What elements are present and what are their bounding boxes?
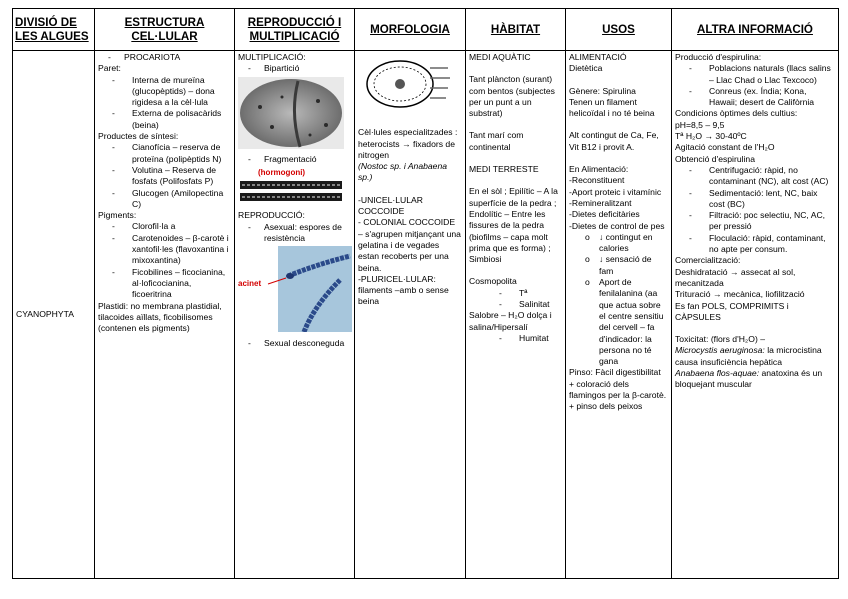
anabaena-name: Anabaena flos-aquae:	[675, 368, 760, 379]
header-morfologia: MORFOLOGIA	[355, 9, 466, 51]
pinso-text: Pinso: Fàcil digestibilitat + coloració dels flamingos per la β-carotè. + pinso dels peixos	[569, 367, 667, 412]
biparticio-micrograph	[238, 77, 344, 149]
circ-item: o ↓ sensació de fam	[569, 254, 668, 277]
prod-item: - Conreus (ex. Índia; Kona, Hawaii; desert de Califòrnia	[675, 86, 835, 109]
prod-item: - Poblacions naturals (llacs salins – Llac Chad o Llac Texcoco)	[675, 63, 835, 86]
paret-label: Paret:	[98, 63, 121, 74]
pigments-item: - Carotenoides – β-carotè i xantofil·les (flavoxantina i mixoxantina)	[98, 233, 231, 267]
hormogoni-label: (hormogoni)	[258, 168, 306, 178]
fragmentacio-item: - Fragmentació	[238, 154, 351, 165]
temp-item: - Tª	[469, 288, 562, 299]
pigments-label: Pigments:	[98, 210, 137, 221]
ali-line: -Remineralitzant	[569, 197, 632, 208]
cyanophyta-row	[13, 51, 839, 579]
contingut-text: Alt contingut de Ca, Fe, Vit B12 i provit A.	[569, 130, 659, 152]
agitacio-text: Agitació constant de l'H₂O	[675, 142, 775, 153]
productes-label: Productes de síntesi:	[98, 131, 179, 142]
hormogoni-diagram	[238, 167, 344, 205]
header-altra: ALTRA INFORMACIÓ	[672, 9, 839, 51]
obt-item: - Centrifugació: ràpid, no contaminant (NC), alt cost (AC)	[675, 165, 835, 188]
acinet-label: acinet	[238, 279, 262, 289]
exemple-text: (Nostoc sp. i Anabaena sp.)	[358, 161, 448, 183]
condicions-text: Condicions òptimes dels cultius:	[675, 108, 798, 119]
pigments-item: - Clorofil·la a	[98, 221, 231, 232]
anabaena-desc: anatoxina és un bloquejant muscular	[675, 368, 823, 390]
fixadors-text: fixadors de nitrogen	[358, 138, 455, 160]
productes-item: - Volutina – Reserva de fosfats (Polifosfats P)	[98, 165, 231, 188]
paret-item: - Externa de polisacàrids (beina)	[98, 108, 231, 131]
productes-item: - Cianofícia – reserva de proteïna (polipèptids N)	[98, 142, 231, 165]
humitat-item: - Humitat	[469, 333, 562, 344]
estructura-cell	[95, 51, 235, 579]
deshidratacio-text: Deshidratació → assecat al sol, mecanitzada	[675, 266, 796, 288]
plastidi-text: Plastidi: no membrana plastidial, tilacoides aïllats, ficobilisomes (contenen els pigments)	[98, 300, 222, 334]
pols-text: Es fan POLS, COMPRIMITS i CÀPSULES	[675, 300, 789, 322]
reproduccio-cell	[235, 51, 355, 579]
ali-line: -Reconstituent	[569, 175, 625, 186]
toxicitat-text: Toxicitat: (flors d'H₂O) –	[675, 334, 765, 345]
alimentacio-label: ALIMENTACIÓ	[569, 52, 627, 62]
en-alimentacio-label: En Alimentació:	[569, 164, 629, 175]
medi-aquatic: MEDI AQUÀTIC	[469, 52, 531, 62]
habitat-cell	[466, 51, 566, 579]
microcystis-name: Microcystis aeruginosa:	[675, 345, 765, 356]
obt-item: - Sedimentació: lent, NC, baix cost (BC)	[675, 188, 835, 211]
microcystis-desc: la microcistina causa insuficiència hepàtica	[675, 345, 822, 367]
morfologia-cell	[355, 51, 466, 579]
sexual-item: - Sexual desconeguda	[238, 338, 351, 349]
paret-item: - Interna de mureïna (glucopèptids) – dona rigidesa a la cèl·lula	[98, 75, 231, 109]
circ-item: o ↓ contingut en calories	[569, 232, 668, 255]
obt-item: - Filtració: poc selectiu, NC, AC, per pressió	[675, 210, 835, 233]
medi-terrestre: MEDI TERRESTE	[469, 164, 539, 175]
unicel-text: -UNICEL·LULAR COCCOIDE	[358, 194, 423, 217]
circ-item: o Aport de fenilalanina (aa que actua sobre el centre sensitiu del cervell – fa d'indicador: la persona no té gana	[569, 277, 668, 367]
division-cell	[13, 51, 95, 579]
header-usos: USOS	[566, 9, 672, 51]
arrow-icon: →	[401, 138, 411, 149]
ali-line: -Dietes de control de pes	[569, 220, 665, 231]
ph-text: pH=8,5 – 9,5	[675, 119, 725, 130]
productes-item: - Glucogen (Amilopectina C)	[98, 188, 231, 211]
ali-line: -Dietes deficitàries	[569, 209, 640, 220]
comercialitzacio-label: Comercialització:	[675, 255, 741, 266]
produccio-label: Producció d'espirulina:	[675, 52, 762, 62]
temp-text: Tª H₂O → 30-40ºC	[675, 131, 747, 142]
header-estructura: ESTRUCTURA CEL·LULAR	[95, 9, 235, 51]
acinet-micrograph	[238, 246, 352, 332]
usos-cell	[566, 51, 672, 579]
division-name: CYANOPHYTA	[16, 308, 74, 319]
obtencio-label: Obtenció d'espirulina	[675, 153, 755, 164]
heterocist-diagram	[358, 54, 458, 122]
genere-desc: Tenen un filament helicoïdal i no té beina	[569, 96, 655, 119]
header-row	[13, 9, 839, 51]
header-reproduccio: REPRODUCCIÓ I MULTIPLICACIÓ	[235, 9, 355, 51]
altra-cell	[672, 51, 839, 579]
salinitat-item: - Salinitat	[469, 299, 562, 310]
salobre-text: Salobre – H₂O dolça i salina/Hipersalí	[469, 310, 552, 332]
especialitzades-text: Cèl·lules especialitzades : heterocists	[358, 127, 458, 149]
mari-text: Tant marí com continental	[469, 130, 524, 152]
genere-text: Gènere: Spirulina	[569, 85, 636, 96]
biparticio-item: - Bipartició	[238, 63, 351, 74]
aquatic-text: Tant plàncton (surant) com bentos (subjectes per un punt a un substrat)	[469, 74, 555, 119]
multiplicacio-label: MULTIPLICACIÓ:	[238, 52, 306, 62]
reproduccio-label: REPRODUCCIÓ:	[238, 210, 305, 221]
sol-text: En el sòl ; Epilític – A la superfície de la pedra ; Endolític – Entre les fissures de la pedra (biofilms – capa molt prima que es forma) ; Simbiosi	[469, 186, 558, 265]
trituracio-text: Trituració → mecànica, liofilització	[675, 289, 805, 300]
header-habitat: HÀBITAT	[466, 9, 566, 51]
algae-table	[12, 8, 839, 579]
colonial-text: - COLONIAL COCCOIDE – s'agrupen mitjançant una gelatina i de vegades estan recoberts per una beina.	[358, 217, 461, 273]
dietetica-label: Dietètica	[569, 63, 603, 74]
pluricel-text: -PLURICEL·LULAR: filaments –amb o sense beina	[358, 273, 449, 307]
obt-item: - Floculació: ràpid, contaminant, no apte per consum.	[675, 233, 835, 256]
asexual-item: - Asexual: espores de resistència	[238, 222, 351, 245]
header-divisio: DIVISIÓ DE LES ALGUES	[13, 9, 95, 51]
cosmopolita-label: Cosmopolita	[469, 276, 517, 287]
pigments-item: - Ficobilines – ficocianina, al·loficocianina, ficoeritrina	[98, 267, 231, 301]
procariota-item: - PROCARIOTA	[98, 52, 231, 63]
ali-line: -Aport proteic i vitamínic	[569, 186, 662, 197]
